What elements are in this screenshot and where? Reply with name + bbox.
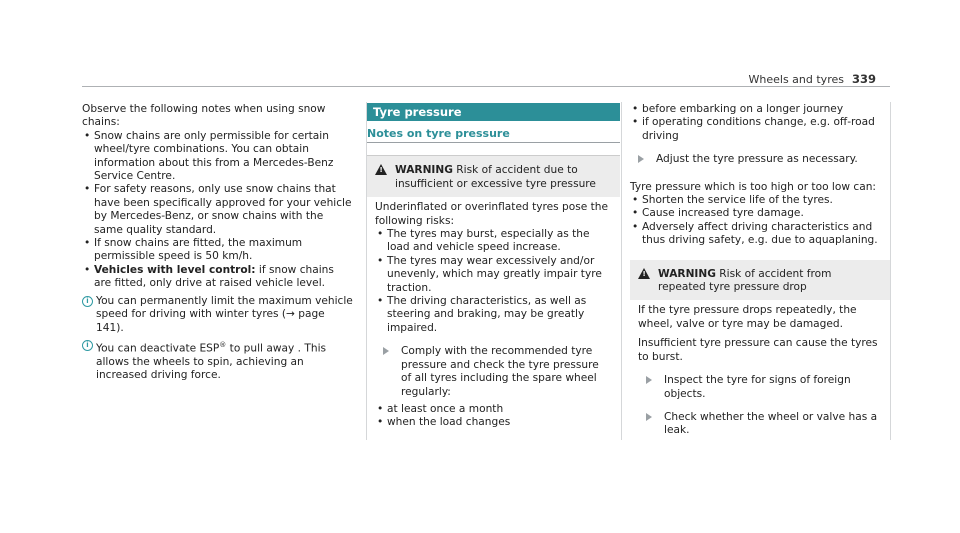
- warning-box: [630, 260, 890, 442]
- warning-text: Risk of accident from repeated tyre pressure drop: [658, 267, 832, 294]
- list-item: • For safety reasons, only use snow chains that have been specifically approved for your vehicle by Mercedes-Benz, or snow chains with the same quality standard.: [82, 183, 354, 237]
- info-icon: i: [82, 296, 93, 307]
- instruction-step: [638, 411, 882, 438]
- warning-label: WARNING: [658, 267, 716, 280]
- arrow-right-icon: [646, 376, 652, 384]
- intro-text: Observe the following notes when using snow chains:: [82, 103, 326, 129]
- registered-mark: ®: [219, 340, 227, 349]
- list-item: • Shorten the service life of the tyres.: [630, 194, 890, 207]
- arrow-right-icon: [646, 413, 652, 421]
- page-number: 339: [851, 72, 876, 86]
- check-frequency-list: [375, 403, 612, 430]
- warning-paragraph: If the tyre pressure drops repeatedly, the wheel, valve or tyre may be damaged.: [638, 304, 857, 330]
- info-text-b: to pull away . This allows the wheels to spin, achieving an increased driving force.: [96, 342, 327, 382]
- header-rule: [82, 86, 890, 87]
- step-text: Comply with the recommended tyre pressure and check the tyre pressure of all tyres including the spare wheel regularly:: [401, 345, 599, 398]
- list-item: • The tyres may burst, especially as the load and vehicle speed increase.: [375, 228, 612, 255]
- instruction-step: [375, 345, 612, 399]
- warning-body: [630, 300, 890, 441]
- column-divider: [621, 102, 622, 440]
- arrow-right-icon: [638, 155, 644, 163]
- list-item: • at least once a month: [375, 403, 612, 416]
- instruction-step: [630, 153, 890, 166]
- warning-header: [367, 156, 620, 197]
- list-item: • Snow chains are only permissible for certain wheel/tyre combinations. You can obtain information about this from a Mercedes-Benz Service Centre.: [82, 130, 354, 184]
- info-text-a: You can deactivate ESP: [96, 342, 220, 355]
- list-item: • The driving characteristics, as well as steering and braking, may be greatly impaired.: [375, 295, 612, 335]
- risk-list: [375, 228, 612, 335]
- section-name: Wheels and tyres: [748, 73, 844, 86]
- effects-list: [630, 194, 890, 248]
- step-text: Adjust the tyre pressure as necessary.: [656, 153, 858, 166]
- subsection-title: Notes on tyre pressure: [367, 127, 620, 143]
- warning-text: Risk of accident due to insufficient or excessive tyre pressure: [395, 164, 596, 190]
- info-note: [82, 339, 354, 383]
- section-title: Tyre pressure: [367, 103, 620, 121]
- level-control-text: if snow chains are fitted, only drive at raised vehicle level.: [94, 263, 334, 290]
- list-item: • Cause increased tyre damage.: [630, 207, 890, 220]
- level-control-label: Vehicles with level control:: [94, 263, 256, 276]
- arrow-right-icon: [383, 347, 389, 355]
- info-note: [82, 295, 354, 335]
- list-item: • Adversely affect driving characteristics and thus driving safety, e.g. due to aquaplaning.: [630, 221, 890, 248]
- step-text: Inspect the tyre for signs of foreign objects.: [664, 374, 851, 400]
- condition-list: [630, 103, 890, 143]
- warning-triangle-icon: !: [638, 268, 650, 279]
- column-divider: [890, 102, 891, 440]
- info-icon: i: [82, 340, 93, 351]
- snow-chain-list: [82, 130, 354, 291]
- warning-body: [367, 197, 620, 434]
- warning-triangle-icon: !: [375, 164, 387, 175]
- step-text: Check whether the wheel or valve has a leak.: [664, 410, 878, 437]
- effects-intro: Tyre pressure which is too high or too low can:: [630, 180, 876, 193]
- list-item: • If snow chains are fitted, the maximum permissible speed is 50 km/h.: [82, 237, 354, 264]
- warning-paragraph: Insufficient tyre pressure can cause the tyres to burst.: [638, 337, 878, 363]
- column-snow-chains: [82, 103, 354, 383]
- column-tyre-pressure: [367, 103, 620, 434]
- list-item: [82, 264, 354, 291]
- warning-header: [630, 260, 890, 301]
- list-item: • before embarking on a longer journey: [630, 103, 890, 116]
- warning-label: WARNING: [395, 164, 453, 177]
- info-text: You can permanently limit the maximum vehicle speed for driving with winter tyres (→ page 141).: [96, 294, 353, 334]
- list-item: • if operating conditions change, e.g. off-road driving: [630, 116, 890, 143]
- page-header: [749, 72, 876, 86]
- risk-intro: Underinflated or overinflated tyres pose the following risks:: [375, 201, 609, 227]
- column-tyre-pressure-continued: [630, 103, 890, 442]
- warning-box: [367, 155, 620, 433]
- list-item: • The tyres may wear excessively and/or unevenly, which may greatly impair tyre traction.: [375, 255, 612, 295]
- instruction-step: [638, 374, 882, 401]
- list-item: • when the load changes: [375, 416, 612, 429]
